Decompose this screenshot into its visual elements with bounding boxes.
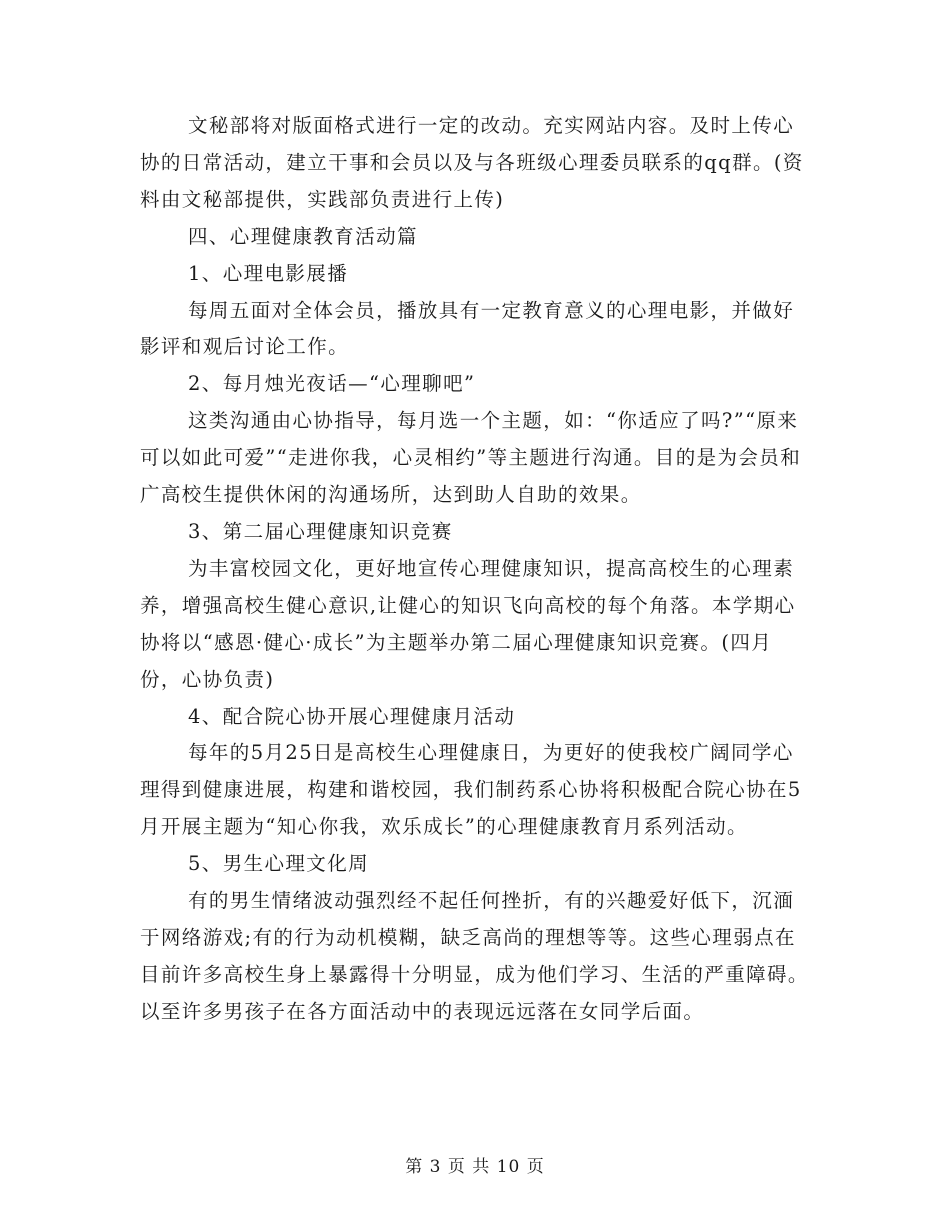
document-body bbox=[140, 108, 810, 1031]
paragraph-male-culture-week: 有的男生情绪波动强烈经不起任何挫折，有的兴趣爱好低下，沉湎于网络游戏;有的行为动机模糊，缺乏高尚的理想等等。这些心理弱点在目前许多高校生身上暴露得十分明显，成为他们学习、生活的严重障碍。以至许多男孩子在各方面活动中的表现远远落在女同学后面。 bbox=[140, 889, 809, 1023]
paragraph-health-month: 每年的5月25日是高校生心理健康日，为更好的使我校广阔同学心理得到健康进展，构建和谐校园，我们制药系心协将积极配合院心协在5月开展主题为“知心你我，欢乐成长”的心理健康教育月系列活动。 bbox=[140, 741, 802, 839]
subheading-candlelight-talk: 2、每月烛光夜话—“心理聊吧” bbox=[188, 372, 476, 396]
subheading-knowledge-contest: 3、第二届心理健康知识竞赛 bbox=[188, 519, 453, 543]
paragraph-movie-screening: 每周五面对全体会员，播放具有一定教育意义的心理电影，并做好影评和观后讨论工作。 bbox=[140, 298, 795, 359]
subheading-movie-screening: 1、心理电影展播 bbox=[188, 261, 349, 285]
subheading-health-month: 4、配合院心协开展心理健康月活动 bbox=[188, 704, 516, 728]
paragraph-knowledge-contest: 为丰富校园文化，更好地宣传心理健康知识，提高高校生的心理素养，增强高校生健心意识,让健心的知识飞向高校的每个角落。本学期心协将以“感恩·健心·成长”为主题举办第二届心理健康知识竞赛。(四月份，心协负责) bbox=[140, 556, 796, 691]
page-number-footer: 第 3 页 共 10 页 bbox=[405, 1157, 545, 1177]
section-heading-activities: 四、心理健康教育活动篇 bbox=[188, 224, 418, 248]
subheading-male-culture-week: 5、男生心理文化周 bbox=[188, 852, 370, 876]
paragraph-candlelight-talk: 这类沟通由心协指导，每月选一个主题，如：“你适应了吗?”“原来可以如此可爱”“走进你我，心灵相约”等主题进行沟通。目的是为会员和广高校生提供休闲的沟通场所，达到助人自助的效果。 bbox=[140, 409, 802, 507]
paragraph-website-content: 文秘部将对版面格式进行一定的改动。充实网站内容。及时上传心协的日常活动，建立干事和会员以及与各班级心理委员联系的qq群。(资料由文秘部提供，实践部负责进行上传) bbox=[140, 114, 804, 211]
